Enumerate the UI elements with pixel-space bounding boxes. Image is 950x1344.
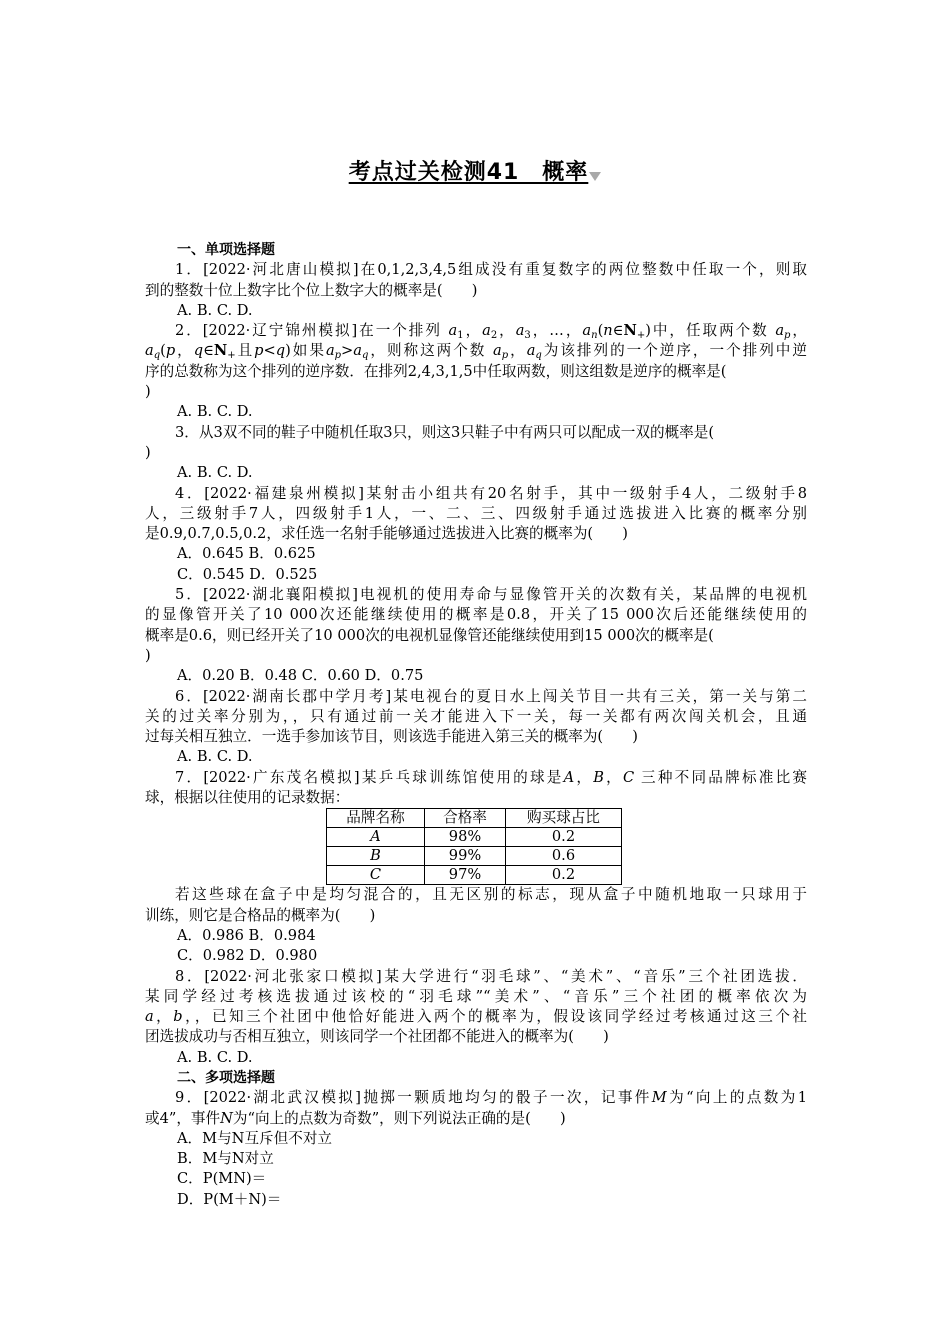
- table-header: 品牌名称: [327, 809, 425, 828]
- question-6-options: A. B. C. D.: [177, 748, 253, 766]
- question-1-options: A. B. C. D.: [177, 301, 253, 319]
- table-row: [327, 847, 622, 866]
- question-9-line-1: 9．[2022·湖北武汉模拟]抛掷一颗质地均匀的骰子一次，记事件M为“向上的点数为1: [175, 1089, 807, 1107]
- table-cell: 0.6: [506, 847, 622, 866]
- table-cell: B: [327, 847, 425, 866]
- question-8-line-1: 8．[2022·河北张家口模拟]某大学进行“羽毛球”、“美术”、“音乐”三个社团选拔．: [175, 967, 807, 985]
- question-6-line-3: 过每关相互独立．一选手参加该节目，则该选手能进入第三关的概率为( ): [145, 728, 638, 746]
- question-2-line-3: 序的总数称为这个排列的逆序数．在排列2,4,3,1,5中任取两数，则这组数是逆序的概率是(: [145, 362, 727, 380]
- question-7-line-3: 若这些球在盒子中是均匀混合的，且无区别的标志，现从盒子中随机地取一只球用于: [175, 886, 807, 904]
- ball-brand-table: [326, 808, 622, 885]
- table-cell: 97%: [425, 866, 506, 885]
- question-5-line-2: 的显像管开关了10 000次还能继续使用的概率是0.8，开关了15 000次后还能继续使用的: [145, 606, 807, 624]
- question-8-options: A. B. C. D.: [177, 1048, 253, 1066]
- question-2-options: A. B. C. D.: [177, 403, 253, 421]
- question-7-line-2: 球，根据以往使用的记录数据：: [145, 789, 350, 807]
- section-heading-multi-choice: 二、多项选择题: [177, 1069, 275, 1086]
- table-cell: A: [327, 828, 425, 847]
- question-2-line-2: $a_q(p$，$q\in N_+$且p<q)如果$a_p>a_q$，则称这两个数 $a_p$，$a_q$为该排列的一个逆序，一个排列中逆: [145, 342, 807, 362]
- question-8-line-3: a，b，，已知三个社团中他恰好能进入两个的概率为，假设该同学经过考核通过这三个社: [145, 1008, 807, 1026]
- question-2-line-1: 2．[2022·辽宁锦州模拟]在一个排列 $a_1$，$a_2$，$a_3$，…，$a_n(n\in N_+)$中，任取两个数 $a_p$，: [175, 322, 807, 342]
- question-1-line-1: 1．[2022·河北唐山模拟]在0,1,2,3,4,5组成没有重复数字的两位整数中任取一个，则取: [175, 261, 807, 279]
- question-4-line-1: 4．[2022·福建泉州模拟]某射击小组共有20名射手，其中一级射手4人，二级射手8: [175, 484, 807, 502]
- question-5-line-3: 概率是0.6，则已经开关了10 000次的电视机显像管还能继续使用到15 000次的概率是(: [145, 626, 714, 644]
- question-3-line-2: ): [145, 443, 151, 461]
- question-6-line-1: 6．[2022·湖南长郡中学月考]某电视台的夏日水上闯关节目一共有三关，第一关与第二: [175, 687, 807, 705]
- table-cell: 99%: [425, 847, 506, 866]
- question-9-option-b: B．M与N对立: [177, 1150, 274, 1168]
- page-title: 考点过关检测41 概率: [0, 155, 950, 186]
- table-cell: 0.2: [506, 866, 622, 885]
- question-8-line-4: 团选拔成功与否相互独立，则该同学一个社团都不能进入的概率为( ): [145, 1028, 609, 1046]
- question-6-line-2: 关的过关率分别为，，只有通过前一关才能进入下一关，每一关都有两次闯关机会，且通: [145, 707, 807, 725]
- question-1-line-2: 到的整数十位上数字比个位上数字大的概率是( ): [145, 281, 478, 299]
- document-body: [145, 240, 807, 1210]
- question-7-line-1: 7．[2022·广东茂名模拟]某乒乓球训练馆使用的球是A，B，C 三种不同品牌标准比赛: [175, 768, 807, 786]
- question-3-line-1: 3．从3双不同的鞋子中随机任取3只，则这3只鞋子中有两只可以配成一双的概率是(: [175, 423, 715, 441]
- table-cell: C: [327, 866, 425, 885]
- question-2-line-4: ): [145, 383, 151, 401]
- question-4-options-ab: A．0.645 B．0.625: [177, 545, 316, 563]
- table-header-row: [327, 809, 622, 828]
- question-5-line-1: 5．[2022·湖北襄阳模拟]电视机的使用寿命与显像管开关的次数有关，某品牌的电视机: [175, 586, 807, 604]
- question-9-option-d: D．P(M＋N)＝: [177, 1190, 282, 1208]
- question-5-line-4: ): [145, 646, 151, 664]
- section-heading-single-choice: 一、单项选择题: [177, 242, 275, 258]
- question-9-option-a: A．M与N互斥但不对立: [177, 1129, 333, 1147]
- question-9-line-2: 或4”，事件N为“向上的点数为奇数”，则下列说法正确的是( ): [145, 1109, 566, 1127]
- question-7-options-ab: A．0.986 B．0.984: [177, 926, 316, 944]
- question-5-options: A．0.20 B．0.48 C．0.60 D．0.75: [177, 667, 424, 685]
- question-4-line-3: 是0.9,0.7,0.5,0.2，求任选一名射手能够通过选拔进入比赛的概率为( ): [145, 525, 628, 543]
- question-4-line-2: 人，三级射手7人，四级射手1人，一、二、三、四级射手通过选拔进入比赛的概率分别: [145, 504, 807, 522]
- table-cell: 98%: [425, 828, 506, 847]
- table-header: 合格率: [425, 809, 506, 828]
- question-3-options: A. B. C. D.: [177, 464, 253, 482]
- dropdown-marker-icon: [589, 172, 601, 181]
- question-7-line-4: 训练，则它是合格品的概率为( ): [145, 906, 376, 924]
- table-row: [327, 828, 622, 847]
- question-9-option-c: C．P(MN)＝: [177, 1170, 267, 1188]
- question-4-options-cd: C．0.545 D．0.525: [177, 565, 318, 583]
- question-8-line-2: 某同学经过考核选拔通过该校的“羽毛球”“美术”、“音乐”三个社团的概率依次为: [145, 987, 807, 1005]
- question-7-options-cd: C．0.982 D．0.980: [177, 947, 318, 965]
- table-row: [327, 866, 622, 885]
- table-header: 购买球占比: [506, 809, 622, 828]
- table-cell: 0.2: [506, 828, 622, 847]
